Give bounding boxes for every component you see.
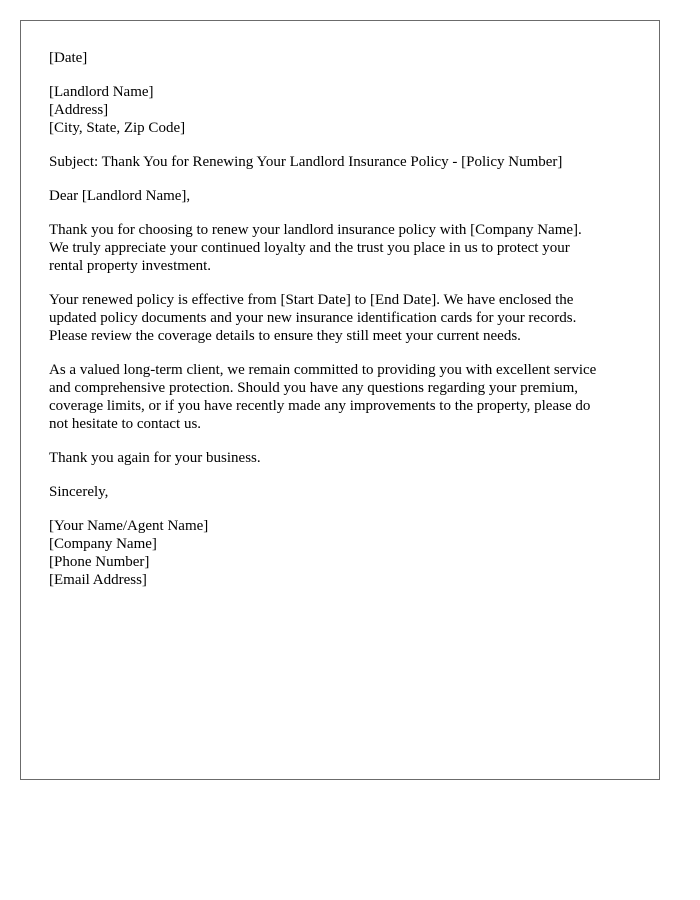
paragraph-line: We truly appreciate your continued loyalty and the trust you place in us to protect your	[49, 240, 570, 256]
paragraph-line: Thank you again for your business.	[49, 450, 261, 466]
closing-block	[49, 483, 639, 501]
paragraph-line: and comprehensive protection. Should you have any questions regarding your premium,	[49, 380, 579, 396]
paragraph-line: Thank you for choosing to renew your landlord insurance policy with [Company Name].	[49, 222, 582, 238]
subject-block	[49, 153, 639, 171]
salutation-block	[49, 187, 639, 205]
recipient-address-block	[49, 83, 639, 137]
paragraph-line: not hesitate to contact us.	[49, 416, 202, 432]
recipient-address: [Address]	[49, 102, 109, 118]
recipient-name: [Landlord Name]	[49, 84, 154, 100]
letter-subject: Subject: Thank You for Renewing Your Landlord Insurance Policy - [Policy Number]	[49, 154, 563, 170]
body-paragraph-3	[49, 361, 639, 433]
recipient-city-state-zip: [City, State, Zip Code]	[49, 120, 186, 136]
signature-name: [Your Name/Agent Name]	[49, 518, 209, 534]
body-paragraph-2	[49, 291, 639, 345]
body-paragraph-4	[49, 449, 639, 467]
letter-closing: Sincerely,	[49, 484, 109, 500]
letter-salutation: Dear [Landlord Name],	[49, 188, 191, 204]
date-block	[49, 49, 639, 67]
paragraph-line: Please review the coverage details to ensure they still meet your current needs.	[49, 328, 521, 344]
letter-body	[49, 49, 639, 605]
paragraph-line: Your renewed policy is effective from [Start Date] to [End Date]. We have enclosed the	[49, 292, 574, 308]
paragraph-line: updated policy documents and your new insurance identification cards for your records.	[49, 310, 577, 326]
signature-block	[49, 517, 639, 589]
paragraph-line: coverage limits, or if you have recently made any improvements to the property, please do	[49, 398, 591, 414]
signature-phone: [Phone Number]	[49, 554, 150, 570]
letter-date: [Date]	[49, 50, 88, 66]
paragraph-line: rental property investment.	[49, 258, 212, 274]
signature-company: [Company Name]	[49, 536, 157, 552]
signature-email: [Email Address]	[49, 572, 147, 588]
letter-page	[20, 20, 660, 780]
paragraph-line: As a valued long-term client, we remain committed to providing you with excellent service	[49, 362, 597, 378]
body-paragraph-1	[49, 221, 639, 275]
